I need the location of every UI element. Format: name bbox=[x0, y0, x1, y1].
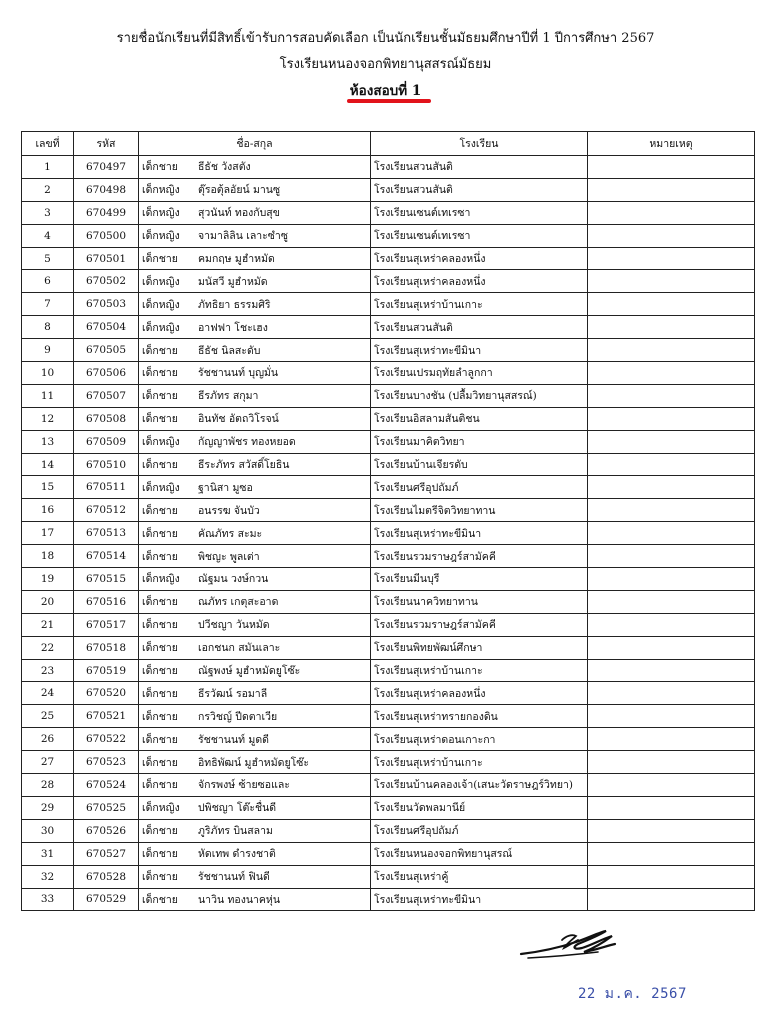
cell-school: โรงเรียนศรีอุปถัมภ์ bbox=[371, 476, 588, 499]
student-name: อนรรฆ จันบัว bbox=[198, 504, 260, 517]
cell-note bbox=[588, 201, 755, 224]
table-row bbox=[22, 476, 755, 499]
student-name: มนัสวี มูฮำหมัด bbox=[198, 275, 268, 288]
cell-code: 670526 bbox=[74, 819, 139, 842]
student-name: อาฟฟา โชะเฮง bbox=[198, 321, 268, 334]
cell-school: โรงเรียนเปรมฤทัยลำลูกกา bbox=[371, 362, 588, 385]
red-underline bbox=[347, 99, 431, 103]
cell-no: 33 bbox=[22, 888, 74, 911]
cell-note bbox=[588, 156, 755, 179]
cell-code: 670499 bbox=[74, 201, 139, 224]
cell-code: 670521 bbox=[74, 705, 139, 728]
cell-no: 14 bbox=[22, 453, 74, 476]
cell-note bbox=[588, 316, 755, 339]
cell-school: โรงเรียนสุเหร่าคู้ bbox=[371, 865, 588, 888]
table-row bbox=[22, 590, 755, 613]
table-row bbox=[22, 293, 755, 316]
cell-no: 30 bbox=[22, 819, 74, 842]
cell-note bbox=[588, 613, 755, 636]
cell-name bbox=[139, 407, 371, 430]
cell-no: 12 bbox=[22, 407, 74, 430]
student-name: จามาลิลิน เลาะซำซู bbox=[198, 230, 288, 243]
cell-school: โรงเรียนบ้านคลองเจ้า(เสนะวัดราษฎร์วิทยา) bbox=[371, 774, 588, 797]
name-prefix: เด็กชาย bbox=[142, 733, 178, 746]
cell-note bbox=[588, 453, 755, 476]
cell-code: 670525 bbox=[74, 796, 139, 819]
cell-no: 27 bbox=[22, 751, 74, 774]
cell-name bbox=[139, 270, 371, 293]
name-prefix: เด็กชาย bbox=[142, 550, 178, 563]
table-row bbox=[22, 865, 755, 888]
cell-note bbox=[588, 476, 755, 499]
cell-note bbox=[588, 293, 755, 316]
cell-no: 10 bbox=[22, 362, 74, 385]
table-row bbox=[22, 682, 755, 705]
name-prefix: เด็กหญิง bbox=[142, 230, 180, 243]
cell-school: โรงเรียนสุเหร่าบ้านเกาะ bbox=[371, 751, 588, 774]
name-prefix: เด็กหญิง bbox=[142, 802, 180, 815]
cell-name bbox=[139, 545, 371, 568]
table-row bbox=[22, 430, 755, 453]
cell-school: โรงเรียนสุเหร่าคลองหนึ่ง bbox=[371, 270, 588, 293]
name-prefix: เด็กชาย bbox=[142, 459, 178, 472]
cell-code: 670514 bbox=[74, 545, 139, 568]
student-name: ตุ๊รอตุ้ลอัยน์ มานซู bbox=[198, 184, 281, 197]
cell-code: 670528 bbox=[74, 865, 139, 888]
cell-note bbox=[588, 522, 755, 545]
name-prefix: เด็กชาย bbox=[142, 665, 178, 678]
cell-school: โรงเรียนมีนบุรี bbox=[371, 568, 588, 591]
cell-name bbox=[139, 247, 371, 270]
student-name: เอกชนก สมันเลาะ bbox=[198, 642, 281, 655]
cell-note bbox=[588, 590, 755, 613]
cell-name bbox=[139, 636, 371, 659]
cell-name bbox=[139, 705, 371, 728]
cell-note bbox=[588, 888, 755, 911]
cell-school: โรงเรียนสุเหร่าคลองหนึ่ง bbox=[371, 247, 588, 270]
cell-school: โรงเรียนเซนต์เทเรซา bbox=[371, 201, 588, 224]
cell-note bbox=[588, 751, 755, 774]
name-prefix: เด็กชาย bbox=[142, 871, 178, 884]
name-prefix: เด็กหญิง bbox=[142, 207, 180, 220]
table-header-row bbox=[22, 132, 755, 156]
table-row bbox=[22, 888, 755, 911]
cell-code: 670518 bbox=[74, 636, 139, 659]
name-prefix: เด็กชาย bbox=[142, 893, 178, 906]
cell-school: โรงเรียนสุเหร่าทรายกองดิน bbox=[371, 705, 588, 728]
table-row bbox=[22, 522, 755, 545]
cell-no: 6 bbox=[22, 270, 74, 293]
table-row bbox=[22, 705, 755, 728]
cell-name bbox=[139, 453, 371, 476]
cell-code: 670527 bbox=[74, 842, 139, 865]
student-name: รัชชานนท์ มูดดี bbox=[198, 733, 269, 746]
document-header bbox=[0, 26, 771, 104]
cell-name bbox=[139, 590, 371, 613]
cell-note bbox=[588, 865, 755, 888]
cell-code: 670517 bbox=[74, 613, 139, 636]
cell-school: โรงเรียนรวมราษฎร์สามัคคี bbox=[371, 545, 588, 568]
student-name: ฐานิสา มูซอ bbox=[198, 481, 253, 494]
cell-school: โรงเรียนสุเหร่าบ้านเกาะ bbox=[371, 293, 588, 316]
cell-name bbox=[139, 659, 371, 682]
cell-school: โรงเรียนสุเหร่าทะขีมินา bbox=[371, 339, 588, 362]
cell-name bbox=[139, 178, 371, 201]
cell-note bbox=[588, 545, 755, 568]
cell-code: 670508 bbox=[74, 407, 139, 430]
student-name: ภูริภัทร บินสลาม bbox=[198, 825, 273, 838]
cell-note bbox=[588, 659, 755, 682]
table-row bbox=[22, 453, 755, 476]
cell-name bbox=[139, 224, 371, 247]
cell-name bbox=[139, 796, 371, 819]
cell-note bbox=[588, 728, 755, 751]
name-prefix: เด็กชาย bbox=[142, 413, 178, 426]
cell-school: โรงเรียนอิสลามสันติชน bbox=[371, 407, 588, 430]
name-prefix: เด็กชาย bbox=[142, 596, 178, 609]
cell-school: โรงเรียนศรีอุปถัมภ์ bbox=[371, 819, 588, 842]
cell-name bbox=[139, 842, 371, 865]
cell-note bbox=[588, 796, 755, 819]
cell-note bbox=[588, 362, 755, 385]
cell-code: 670498 bbox=[74, 178, 139, 201]
cell-note bbox=[588, 339, 755, 362]
cell-no: 11 bbox=[22, 384, 74, 407]
name-prefix: เด็กหญิง bbox=[142, 321, 180, 334]
student-name: อินทัช อัตถวิโรจน์ bbox=[198, 413, 279, 426]
name-prefix: เด็กหญิง bbox=[142, 436, 180, 449]
student-name: หัดเทพ ดำรงชาติ bbox=[198, 848, 276, 861]
cell-name bbox=[139, 499, 371, 522]
student-name: ธีรภัทร สกุมา bbox=[198, 390, 259, 403]
cell-no: 4 bbox=[22, 224, 74, 247]
cell-code: 670502 bbox=[74, 270, 139, 293]
cell-name bbox=[139, 201, 371, 224]
cell-school: โรงเรียนสวนสันติ bbox=[371, 178, 588, 201]
cell-note bbox=[588, 247, 755, 270]
cell-note bbox=[588, 636, 755, 659]
cell-code: 670513 bbox=[74, 522, 139, 545]
name-prefix: เด็กชาย bbox=[142, 642, 178, 655]
col-header-school: โรงเรียน bbox=[371, 132, 588, 156]
table-row bbox=[22, 774, 755, 797]
student-name: คัณภัทร สะมะ bbox=[198, 527, 263, 540]
cell-name bbox=[139, 522, 371, 545]
table-row bbox=[22, 842, 755, 865]
cell-name bbox=[139, 316, 371, 339]
cell-code: 670519 bbox=[74, 659, 139, 682]
cell-code: 670504 bbox=[74, 316, 139, 339]
name-prefix: เด็กหญิง bbox=[142, 184, 180, 197]
cell-code: 670524 bbox=[74, 774, 139, 797]
table-row bbox=[22, 499, 755, 522]
cell-no: 24 bbox=[22, 682, 74, 705]
student-name: ธีระภัทร สวัสดิ์โยธิน bbox=[198, 459, 290, 472]
cell-code: 670509 bbox=[74, 430, 139, 453]
cell-no: 25 bbox=[22, 705, 74, 728]
table-row bbox=[22, 819, 755, 842]
student-name: ปวีชญา วันหมัด bbox=[198, 619, 270, 632]
date-stamp: 22 ม.ค. 2567 bbox=[578, 986, 687, 1002]
student-name: ธีรวัฒน์ รอมาลี bbox=[198, 687, 268, 700]
name-prefix: เด็กชาย bbox=[142, 161, 178, 174]
name-prefix: เด็กชาย bbox=[142, 687, 178, 700]
cell-name bbox=[139, 728, 371, 751]
name-prefix: เด็กชาย bbox=[142, 367, 178, 380]
cell-school: โรงเรียนรวมราษฎร์สามัคคี bbox=[371, 613, 588, 636]
cell-no: 2 bbox=[22, 178, 74, 201]
cell-no: 9 bbox=[22, 339, 74, 362]
table-row bbox=[22, 247, 755, 270]
cell-code: 670505 bbox=[74, 339, 139, 362]
cell-no: 7 bbox=[22, 293, 74, 316]
cell-note bbox=[588, 774, 755, 797]
table-row bbox=[22, 568, 755, 591]
cell-school: โรงเรียนหนองจอกพิทยานุสรณ์ bbox=[371, 842, 588, 865]
student-name: กัญญาพัชร ทองหยอด bbox=[198, 436, 296, 449]
cell-school: โรงเรียนสุเหร่าบ้านเกาะ bbox=[371, 659, 588, 682]
cell-name bbox=[139, 156, 371, 179]
cell-code: 670512 bbox=[74, 499, 139, 522]
name-prefix: เด็กหญิง bbox=[142, 298, 180, 311]
table-row bbox=[22, 659, 755, 682]
col-header-no: เลขที่ bbox=[22, 132, 74, 156]
cell-name bbox=[139, 682, 371, 705]
student-name: สุวนันท์ ทองกับสุข bbox=[198, 207, 280, 220]
cell-school: โรงเรียนสุเหร่าคลองหนึ่ง bbox=[371, 682, 588, 705]
table-row bbox=[22, 728, 755, 751]
cell-no: 22 bbox=[22, 636, 74, 659]
table-row bbox=[22, 201, 755, 224]
cell-code: 670520 bbox=[74, 682, 139, 705]
cell-code: 670510 bbox=[74, 453, 139, 476]
table-row bbox=[22, 613, 755, 636]
cell-no: 21 bbox=[22, 613, 74, 636]
table-row bbox=[22, 224, 755, 247]
cell-school: โรงเรียนเซนต์เทเรซา bbox=[371, 224, 588, 247]
cell-note bbox=[588, 224, 755, 247]
student-name: พิชญะ พูลเต่า bbox=[198, 550, 260, 563]
student-name: ธีธัช นิลสะดับ bbox=[198, 344, 261, 357]
cell-school: โรงเรียนสวนสันติ bbox=[371, 316, 588, 339]
cell-no: 5 bbox=[22, 247, 74, 270]
name-prefix: เด็กชาย bbox=[142, 779, 178, 792]
cell-school: โรงเรียนวัดพลมานีย์ bbox=[371, 796, 588, 819]
name-prefix: เด็กชาย bbox=[142, 344, 178, 357]
cell-name bbox=[139, 865, 371, 888]
cell-code: 670497 bbox=[74, 156, 139, 179]
cell-no: 23 bbox=[22, 659, 74, 682]
cell-no: 31 bbox=[22, 842, 74, 865]
cell-note bbox=[588, 682, 755, 705]
student-name: รัชชานนท์ ฟินดี bbox=[198, 871, 270, 884]
cell-code: 670523 bbox=[74, 751, 139, 774]
cell-no: 16 bbox=[22, 499, 74, 522]
table-row bbox=[22, 796, 755, 819]
name-prefix: เด็กหญิง bbox=[142, 275, 180, 288]
student-name: ปพิชญา โต๊ะชื่นดี bbox=[198, 802, 277, 815]
cell-code: 670500 bbox=[74, 224, 139, 247]
cell-note bbox=[588, 430, 755, 453]
student-name: ธีธัช วังสตัง bbox=[198, 161, 251, 174]
cell-school: โรงเรียนสุเหร่าทะขีมินา bbox=[371, 522, 588, 545]
cell-name bbox=[139, 362, 371, 385]
cell-code: 670501 bbox=[74, 247, 139, 270]
cell-code: 670511 bbox=[74, 476, 139, 499]
cell-name bbox=[139, 339, 371, 362]
exam-room-label: ห้องสอบที่ 1 bbox=[349, 83, 422, 99]
table-row bbox=[22, 270, 755, 293]
cell-note bbox=[588, 705, 755, 728]
cell-code: 670515 bbox=[74, 568, 139, 591]
table-row bbox=[22, 316, 755, 339]
cell-no: 3 bbox=[22, 201, 74, 224]
cell-no: 17 bbox=[22, 522, 74, 545]
student-name: คมกฤษ มูฮำหมัด bbox=[198, 253, 275, 265]
cell-code: 670522 bbox=[74, 728, 139, 751]
document-title: รายชื่อนักเรียนที่มีสิทธิ์เข้ารับการสอบคัดเลือก เป็นนักเรียนชั้นมัธยมศึกษาปีที่ 1 ปีการศึกษา 2567 bbox=[116, 31, 655, 46]
cell-no: 18 bbox=[22, 545, 74, 568]
cell-name bbox=[139, 774, 371, 797]
cell-name bbox=[139, 430, 371, 453]
cell-school: โรงเรียนมาคิตวิทยา bbox=[371, 430, 588, 453]
cell-no: 32 bbox=[22, 865, 74, 888]
cell-note bbox=[588, 178, 755, 201]
cell-no: 20 bbox=[22, 590, 74, 613]
table-row bbox=[22, 751, 755, 774]
table-row bbox=[22, 178, 755, 201]
student-name: ณัฐมน วงษ์กวน bbox=[198, 573, 269, 586]
cell-name bbox=[139, 613, 371, 636]
signature bbox=[518, 922, 618, 966]
cell-school: โรงเรียนสุเหร่าทะขีมินา bbox=[371, 888, 588, 911]
cell-no: 29 bbox=[22, 796, 74, 819]
cell-name bbox=[139, 751, 371, 774]
student-name: ภัทธิยา ธรรมศิริ bbox=[198, 298, 271, 311]
col-header-note: หมายเหตุ bbox=[588, 132, 755, 156]
cell-note bbox=[588, 407, 755, 430]
name-prefix: เด็กชาย bbox=[142, 710, 178, 723]
table-row bbox=[22, 384, 755, 407]
cell-name bbox=[139, 384, 371, 407]
cell-school: โรงเรียนบางชัน (ปลื้มวิทยานุสสรณ์) bbox=[371, 384, 588, 407]
name-prefix: เด็กชาย bbox=[142, 253, 178, 265]
cell-no: 19 bbox=[22, 568, 74, 591]
cell-no: 8 bbox=[22, 316, 74, 339]
cell-code: 670503 bbox=[74, 293, 139, 316]
cell-name bbox=[139, 888, 371, 911]
table-row bbox=[22, 636, 755, 659]
cell-note bbox=[588, 270, 755, 293]
cell-code: 670529 bbox=[74, 888, 139, 911]
name-prefix: เด็กชาย bbox=[142, 390, 178, 403]
name-prefix: เด็กชาย bbox=[142, 527, 178, 540]
cell-no: 26 bbox=[22, 728, 74, 751]
student-name: ณัฐพงษ์ มูฮำหมัดยูโซ๊ะ bbox=[198, 665, 301, 678]
name-prefix: เด็กชาย bbox=[142, 504, 178, 517]
table-row bbox=[22, 339, 755, 362]
student-name: นาวิน ทองนาคหุ่น bbox=[198, 893, 281, 906]
cell-note bbox=[588, 842, 755, 865]
name-prefix: เด็กหญิง bbox=[142, 481, 180, 494]
cell-code: 670516 bbox=[74, 590, 139, 613]
cell-school: โรงเรียนสวนสันติ bbox=[371, 156, 588, 179]
student-name: อิทธิพัฒน์ มูฮำหมัดยูโซ๊ะ bbox=[198, 756, 310, 769]
name-prefix: เด็กชาย bbox=[142, 756, 178, 769]
cell-name bbox=[139, 293, 371, 316]
cell-name bbox=[139, 819, 371, 842]
cell-school: โรงเรียนนาควิทยาทาน bbox=[371, 590, 588, 613]
cell-note bbox=[588, 384, 755, 407]
name-prefix: เด็กหญิง bbox=[142, 573, 180, 586]
student-name: ณภัทร เกตุสะอาด bbox=[198, 596, 279, 609]
cell-name bbox=[139, 568, 371, 591]
name-prefix: เด็กชาย bbox=[142, 848, 178, 861]
table-row bbox=[22, 407, 755, 430]
table-row bbox=[22, 362, 755, 385]
cell-school: โรงเรียนบ้านเจียรดับ bbox=[371, 453, 588, 476]
student-name: จักรพงษ์ ซ้ายซอและ bbox=[198, 779, 290, 792]
school-name: โรงเรียนหนองจอกพิทยานุสสรณ์มัธยม bbox=[279, 57, 492, 72]
col-header-code: รหัส bbox=[74, 132, 139, 156]
cell-code: 670506 bbox=[74, 362, 139, 385]
cell-school: โรงเรียนไมตรีจิตวิทยาทาน bbox=[371, 499, 588, 522]
student-name: กรวิชญ์ ปีดตาเวีย bbox=[198, 710, 278, 723]
cell-school: โรงเรียนสุเหร่าดอนเกาะกา bbox=[371, 728, 588, 751]
name-prefix: เด็กชาย bbox=[142, 825, 178, 838]
cell-school: โรงเรียนพิทยพัฒน์ศึกษา bbox=[371, 636, 588, 659]
cell-no: 15 bbox=[22, 476, 74, 499]
cell-name bbox=[139, 476, 371, 499]
cell-no: 13 bbox=[22, 430, 74, 453]
table-row bbox=[22, 545, 755, 568]
table-row bbox=[22, 156, 755, 179]
student-name: รัชชานนท์ บุญมั่น bbox=[198, 367, 279, 380]
cell-note bbox=[588, 819, 755, 842]
cell-code: 670507 bbox=[74, 384, 139, 407]
name-prefix: เด็กชาย bbox=[142, 619, 178, 632]
cell-no: 1 bbox=[22, 156, 74, 179]
cell-note bbox=[588, 568, 755, 591]
cell-note bbox=[588, 499, 755, 522]
student-table bbox=[21, 131, 755, 911]
col-header-name: ชื่อ-สกุล bbox=[139, 132, 371, 156]
cell-no: 28 bbox=[22, 774, 74, 797]
